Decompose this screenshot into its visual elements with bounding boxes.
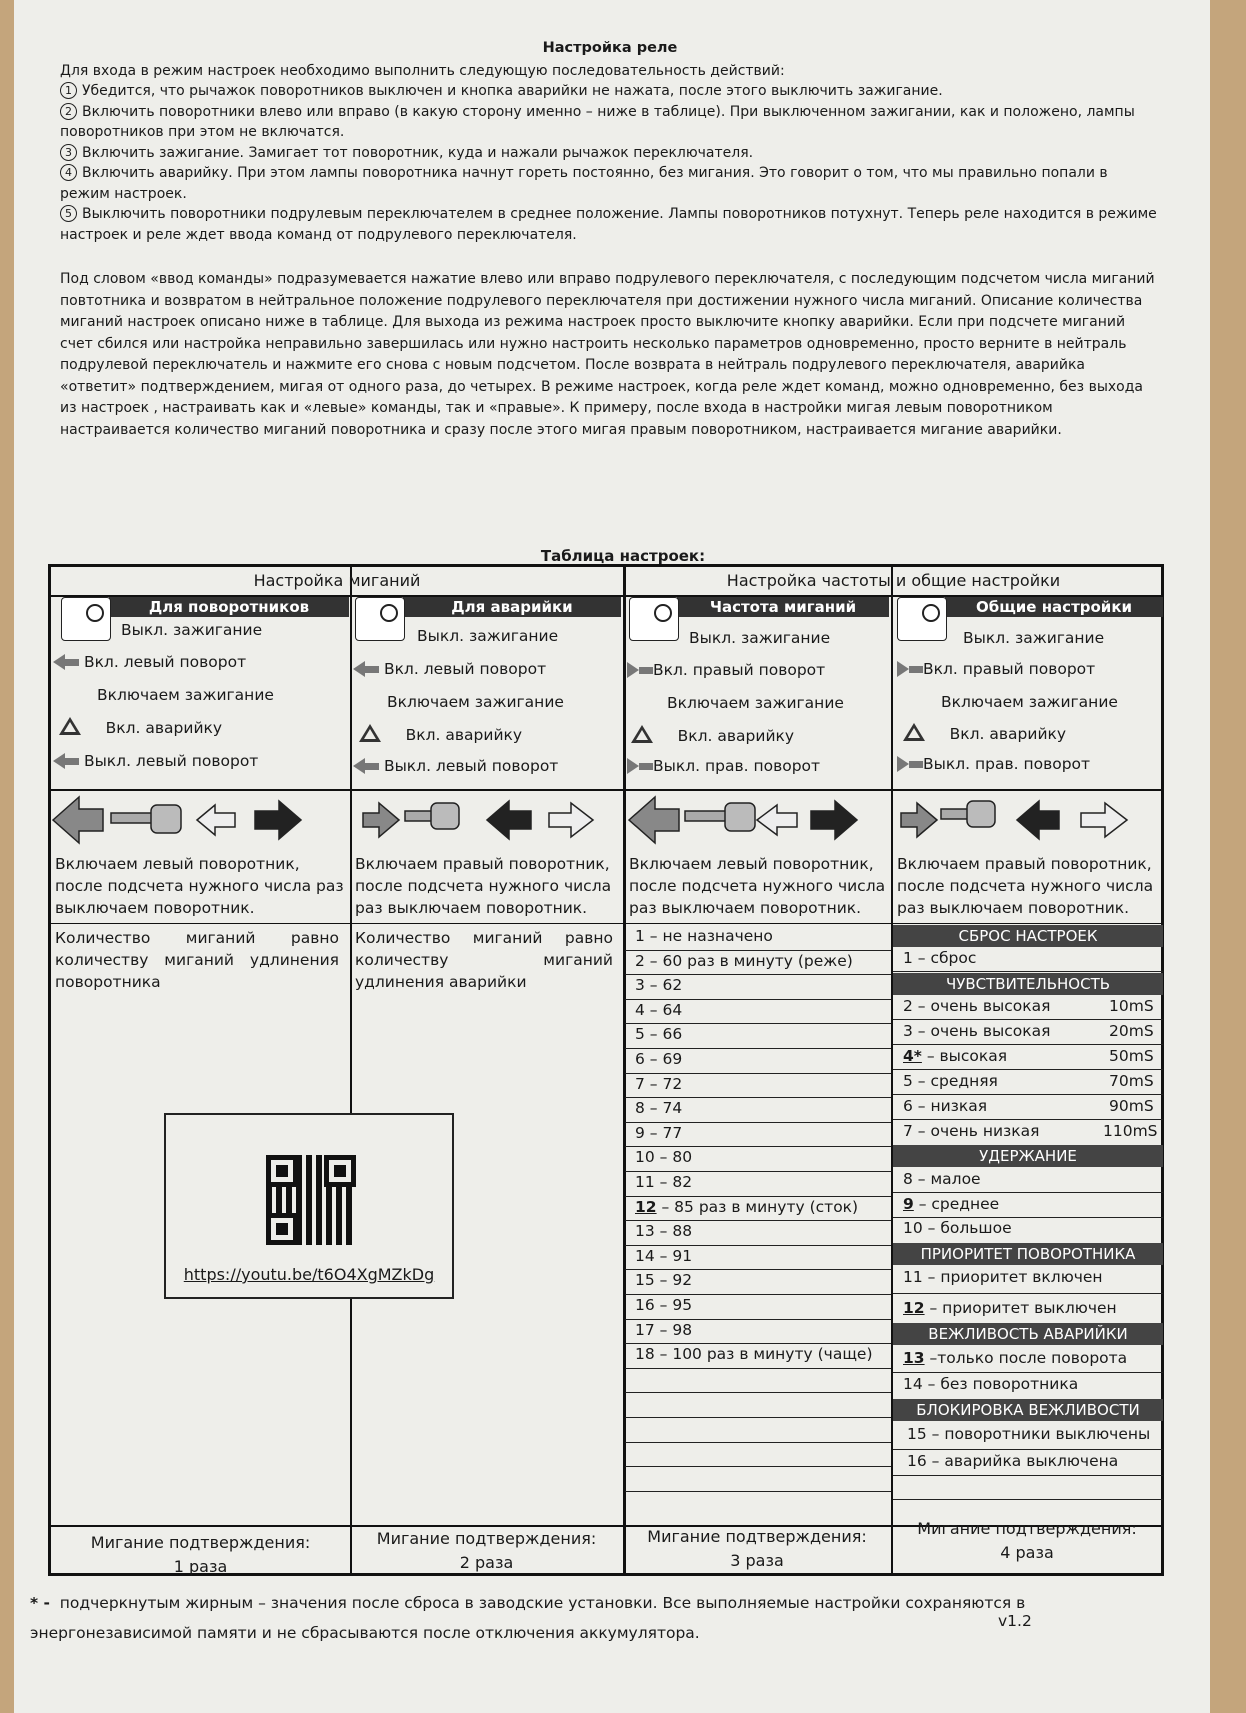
- row-divider: [625, 1392, 891, 1393]
- row-divider: [625, 1269, 891, 1270]
- row-divider: [893, 1044, 1163, 1045]
- stalk-icon: [65, 659, 79, 666]
- group-freq-general: Настройка частоты и общие настройки: [726, 571, 1061, 590]
- confirm-count: 1 раза: [173, 1557, 228, 1576]
- sens-value: 50mS: [1109, 1047, 1154, 1065]
- row-divider: [625, 1417, 891, 1418]
- freq-row: 17 – 98: [635, 1320, 693, 1339]
- freq-default-num: 12: [635, 1197, 657, 1216]
- col3-step4: [631, 725, 794, 745]
- row-divider: [893, 1449, 1163, 1450]
- colhead-general: Общие настройки: [945, 597, 1163, 617]
- col3-step4-label: Вкл. аварийку: [677, 727, 795, 745]
- colhead-hazard: Для аварийки: [403, 597, 621, 617]
- sens-value: 10mS: [1109, 997, 1154, 1015]
- colhead-freq: Частота миганий: [677, 597, 889, 617]
- right-turn-diagram: [363, 801, 593, 839]
- hold-row: 8 – малое: [903, 1170, 981, 1188]
- freq-row: 9 – 77: [635, 1123, 683, 1142]
- row-divider: [893, 1094, 1163, 1095]
- row-divider: [625, 1220, 891, 1221]
- row-divider: [893, 971, 1163, 972]
- row-divider: [893, 1069, 1163, 1070]
- row-divider: [625, 1048, 891, 1049]
- col1-footer: [51, 1531, 350, 1579]
- row-divider: [893, 1293, 1163, 1294]
- sens-text: – средняя: [912, 1072, 998, 1090]
- col4-step4: [903, 723, 1066, 743]
- qr-code-icon: [266, 1155, 356, 1245]
- left-arrow-icon: [353, 661, 365, 677]
- confirm-label: Мигание подтверждения:: [917, 1519, 1137, 1538]
- section-sensitivity: ЧУВСТВИТЕЛЬНОСТЬ: [893, 973, 1163, 995]
- confirm-label: Мигание подтверждения:: [647, 1527, 867, 1546]
- col3-step2-label: Вкл. правый поворот: [653, 661, 826, 679]
- row-divider: [625, 1319, 891, 1320]
- right-arrow-icon: [897, 756, 909, 772]
- col4-step3: Включаем зажигание: [941, 693, 1118, 711]
- row-divider: [625, 974, 891, 975]
- sens-row-default: [903, 1047, 1007, 1065]
- intro: Для входа в режим настроек необходимо выполнить следующую последовательность действий:: [60, 62, 785, 79]
- freq-row: 1 – не назначено: [635, 927, 773, 945]
- step-5: 5 Выключить поворотники подрулевым переключателем в среднее положение. Лампы поворотников потухнут. Теперь реле находится в режиме настроек и реле ждет ввода команд от подрулевого переключателя.: [60, 206, 1157, 243]
- qr-code-box[interactable]: [164, 1113, 454, 1299]
- hazard-triangle-icon: [903, 723, 925, 741]
- col3-step1: Выкл. зажигание: [689, 629, 831, 647]
- right-turn-diagram: [901, 801, 1127, 839]
- col2-step5-label: Выкл. левый поворот: [383, 757, 559, 775]
- explanation-paragraph: Под словом «ввод команды» подразумевается нажатие влево или вправо подрулевого переключателя, с последующим подсчетом числа миганий повтотника и возвратом в нейтральное положение подрулевого переключателя при достижении нужного числа миганий. Описание количества миганий настроек описано ниже в таблице. Для выхода из режима настроек просто выключите кнопку аварийки. Если при подсчете миганий счет сбился или настройка неправильно завершилась или нужно настроить несколько параметров одновременно, просто верните в нейтраль подрулевой переключатель и нажмите его снова с новым подсчетом. После возврата в нейтраль подрулевого переключателя, аварийка «ответит» подтверждением, мигая от одного раза, до четырех. В режиме настроек, когда реле ждет команд, можно одновременно, без выхода из настроек , настраивать как и «левые» команды, так и «правые». К примеру, после входа в настройки мигая левым поворотником настраивается количество миганий поворотника и сразу после этого мигая правым поворотником, настраивается мигание аварийки.: [60, 271, 1155, 438]
- row-divider: [625, 1146, 891, 1147]
- section-reset: СБРОС НАСТРОЕК: [893, 925, 1163, 947]
- confirm-label: Мигание подтверждения:: [376, 1529, 597, 1548]
- freq-row: 13 – 88: [635, 1222, 693, 1241]
- col2-footer: [350, 1527, 623, 1575]
- col2-step4: [359, 724, 522, 744]
- prio-row-default: [903, 1299, 1117, 1317]
- hold-num-default: 9: [903, 1195, 914, 1213]
- col2-desc: Включаем правый поворотник, после подсчета нужного числа раз выключаем поворотник.: [355, 855, 612, 917]
- right-arrow-icon: [627, 662, 639, 678]
- stalk-icon: [365, 763, 379, 770]
- row-divider: [625, 950, 891, 951]
- row-divider: [625, 1073, 891, 1074]
- court-text: –только после поворота: [924, 1349, 1128, 1367]
- turn-signal-diagrams: [51, 791, 1161, 849]
- relay-key-icon: [629, 597, 679, 641]
- col1-desc: Включаем левый поворотник, после подсчета нужного числа раз выключаем поворотник.: [55, 855, 344, 917]
- right-arrow-icon: [627, 758, 639, 774]
- col-divider-2: [623, 567, 626, 1573]
- row-divider: [625, 1196, 891, 1197]
- col3-step5: [627, 757, 820, 775]
- row-divider: [893, 1192, 1163, 1193]
- sens-text: – очень высокая: [912, 1022, 1051, 1040]
- block-row: 16 – аварийка выключена: [907, 1452, 1119, 1470]
- row-divider: [625, 1294, 891, 1295]
- section-hold: УДЕРЖАНИЕ: [893, 1145, 1163, 1167]
- right-arrow-icon: [897, 661, 909, 677]
- version-label: v1.2: [998, 1612, 1032, 1630]
- left-arrow-icon: [353, 758, 365, 774]
- court-row-default: [903, 1349, 1127, 1367]
- step-2: 2 Включить поворотники влево или вправо (в какую сторону именно – ниже в таблице). При выключенном зажигании, как и положено, лампы поворотников при этом не включатся.: [60, 103, 1135, 140]
- hold-row-default: [903, 1195, 999, 1213]
- court-row: 14 – без поворотника: [903, 1375, 1079, 1393]
- hazard-triangle-icon: [59, 717, 81, 735]
- col3-desc: Включаем левый поворотник, после подсчета нужного числа раз выключаем поворотник.: [629, 855, 886, 917]
- col4-step1: Выкл. зажигание: [963, 629, 1105, 647]
- settings-table: [48, 564, 1164, 1576]
- qr-finder-icon: [266, 1213, 298, 1245]
- col3-step2: [627, 661, 825, 679]
- row-divider: [893, 1475, 1163, 1476]
- hazard-triangle-icon: [359, 724, 381, 742]
- page-title: Настройка реле: [542, 40, 678, 56]
- col1-step4-label: Вкл. аварийку: [105, 719, 223, 737]
- col-divider-3: [891, 567, 893, 1573]
- sens-text: – низкая: [912, 1097, 988, 1115]
- confirm-count: 3 раза: [730, 1551, 784, 1570]
- section-block-courtesy: БЛОКИРОВКА ВЕЖЛИВОСТИ: [893, 1399, 1163, 1421]
- row-divider: [625, 1466, 891, 1467]
- row-divider: [625, 1097, 891, 1098]
- sens-text: – очень низкая: [912, 1122, 1040, 1140]
- col-divider-1: [350, 567, 352, 1573]
- freq-row: 18 – 100 раз в минуту (чаще): [635, 1345, 873, 1364]
- col3-footer: [623, 1525, 891, 1573]
- row-divider: [893, 1217, 1163, 1218]
- section-priority: ПРИОРИТЕТ ПОВОРОТНИКА: [893, 1243, 1163, 1265]
- left-arrow-icon: [53, 654, 65, 670]
- sens-text: – высокая: [921, 1047, 1008, 1065]
- col2-step1: Выкл. зажигание: [417, 627, 559, 645]
- block-row: 15 – поворотники выключены: [907, 1425, 1151, 1443]
- col2-step3: Включаем зажигание: [387, 693, 564, 711]
- row-divider: [625, 1023, 891, 1024]
- confirm-count: 2 раза: [459, 1553, 514, 1572]
- freq-row: 11 – 82: [635, 1173, 693, 1191]
- qr-finder-icon: [266, 1155, 298, 1187]
- stalk-icon: [909, 761, 923, 768]
- sens-num: 3: [903, 1022, 913, 1040]
- reset-row: 1 – сброс: [903, 949, 977, 967]
- freq-row: 2 – 60 раз в минуту (реже): [635, 951, 853, 970]
- sens-num: 6: [903, 1097, 913, 1115]
- court-num-default: 13: [903, 1349, 925, 1367]
- hazard-triangle-icon: [631, 725, 653, 743]
- footnote-star: * -: [30, 1594, 50, 1612]
- freq-row: 6 – 69: [635, 1050, 683, 1068]
- row-divider: [893, 1119, 1163, 1120]
- row-divider: [625, 999, 891, 1000]
- col4-step5-label: Выкл. прав. поворот: [923, 755, 1091, 773]
- col3-step5-label: Выкл. прав. поворот: [653, 757, 821, 775]
- col2-step5: [353, 757, 558, 775]
- prio-row: 11 – приоритет включен: [903, 1268, 1103, 1286]
- col3-step3: Включаем зажигание: [667, 694, 844, 712]
- sens-value: 110mS: [1103, 1122, 1158, 1140]
- freq-row: 10 – 80: [635, 1148, 693, 1167]
- section-courtesy: ВЕЖЛИВОСТЬ АВАРИЙКИ: [893, 1323, 1163, 1345]
- sens-value: 70mS: [1109, 1072, 1154, 1090]
- row-divider: [893, 1372, 1163, 1373]
- qr-finder-icon: [324, 1155, 356, 1187]
- freq-row: 15 – 92: [635, 1271, 693, 1290]
- sens-row: [903, 997, 1050, 1015]
- sens-row: [903, 1122, 1040, 1140]
- col4-step5: [897, 755, 1090, 773]
- freq-row: 5 – 66: [635, 1025, 683, 1044]
- col2-step2: [353, 660, 546, 678]
- relay-key-icon: [355, 597, 405, 641]
- step-4: 4 Включить аварийку. При этом лампы поворотника начнут гореть постоянно, без мигания. Это говорит о том, что мы правильно попали в режим настроек.: [60, 165, 1108, 202]
- col1-step5: [53, 752, 258, 770]
- hold-row: 10 – большое: [903, 1219, 1012, 1237]
- row-divider: [625, 1491, 891, 1492]
- table-caption: Таблица настроек:: [540, 547, 706, 565]
- relay-key-icon: [61, 597, 111, 641]
- row-divider: [625, 1122, 891, 1123]
- row-divider: [625, 1442, 891, 1443]
- desc-divider: [51, 923, 1161, 924]
- footnote-text: подчеркнутым жирным – значения после сброса в заводские установки. Все выполняемые настройки сохраняются в энергонезависимой памяти и не сбрасываются после отключения аккумулятора.: [30, 1594, 1026, 1642]
- left-turn-diagram: [53, 797, 301, 843]
- sens-num: 5: [903, 1072, 913, 1090]
- prio-num-default: 12: [903, 1299, 925, 1317]
- col2-body: Количество миганий равно количеству миганий удлинения аварийки: [355, 929, 613, 991]
- freq-row: 3 – 62: [635, 976, 683, 995]
- stalk-icon: [65, 758, 79, 765]
- col1-body: Количество миганий равно количеству миганий удлинения поворотника: [55, 929, 339, 991]
- sens-value: 20mS: [1109, 1022, 1154, 1040]
- relay-key-icon: [897, 597, 947, 641]
- prio-text: – приоритет выключен: [924, 1299, 1117, 1317]
- row-divider: [893, 1499, 1163, 1500]
- freq-row: 16 – 95: [635, 1296, 693, 1314]
- col4-footer: [891, 1517, 1163, 1565]
- col4-desc: Включаем правый поворотник, после подсчета нужного числа раз выключаем поворотник.: [897, 855, 1154, 917]
- step-3: 3 Включить зажигание. Замигает тот поворотник, куда и нажали рычажок переключателя.: [60, 143, 1160, 164]
- col1-step4: [59, 717, 222, 737]
- row-divider: [893, 1019, 1163, 1020]
- col2-step2-label: Вкл. левый поворот: [383, 660, 547, 678]
- step-1: 1 Убедится, что рычажок поворотников выключен и кнопка аварийки не нажата, после этого выключить зажигание.: [60, 81, 1160, 102]
- stalk-icon: [639, 763, 653, 770]
- stalk-icon: [365, 666, 379, 673]
- row-divider: [625, 1343, 891, 1344]
- col1-step2: [53, 653, 246, 671]
- left-turn-diagram: [629, 797, 857, 843]
- stalk-icon: [639, 667, 653, 674]
- sens-text: очень высокая: [930, 997, 1051, 1015]
- confirm-label: Мигание подтверждения:: [90, 1533, 311, 1552]
- freq-row-default: [635, 1198, 858, 1216]
- stalk-icon: [909, 666, 923, 673]
- row-divider: [625, 1245, 891, 1246]
- video-link[interactable]: https://youtu.be/t6O4XgMZkDg: [183, 1265, 435, 1284]
- hold-text: – среднее: [913, 1195, 1000, 1213]
- sens-num-default: 4*: [903, 1047, 922, 1065]
- group-blink: Настройка миганий: [253, 571, 421, 590]
- sens-row: [903, 1022, 1050, 1040]
- row-divider: [625, 1368, 891, 1369]
- col1-step2-label: Вкл. левый поворот: [83, 653, 247, 671]
- sens-num: 7: [903, 1122, 913, 1140]
- left-arrow-icon: [53, 753, 65, 769]
- freq-row: 8 – 74: [635, 1099, 683, 1118]
- freq-row: 14 – 91: [635, 1246, 693, 1265]
- col1-step3: Включаем зажигание: [97, 686, 274, 704]
- freq-row: 7 – 72: [635, 1074, 683, 1093]
- sens-num: 2 –: [903, 997, 926, 1015]
- sens-row: [903, 1072, 998, 1090]
- freq-row: 4 – 64: [635, 1000, 683, 1019]
- confirm-count: 4 раза: [1000, 1543, 1054, 1562]
- col4-step4-label: Вкл. аварийку: [949, 725, 1067, 743]
- col1-step5-label: Выкл. левый поворот: [83, 752, 259, 770]
- col2-step4-label: Вкл. аварийку: [405, 726, 523, 744]
- sens-row: [903, 1097, 987, 1115]
- row-divider: [625, 1171, 891, 1172]
- col1-step1: Выкл. зажигание: [121, 621, 263, 639]
- instructions: [60, 38, 1160, 441]
- sens-value: 90mS: [1109, 1097, 1154, 1115]
- col4-step2: [897, 660, 1095, 678]
- colhead-turn: Для поворотников: [109, 597, 349, 617]
- col4-step2-label: Вкл. правый поворот: [923, 660, 1096, 678]
- freq-row-text: – 85 раз в минуту (сток): [656, 1197, 859, 1216]
